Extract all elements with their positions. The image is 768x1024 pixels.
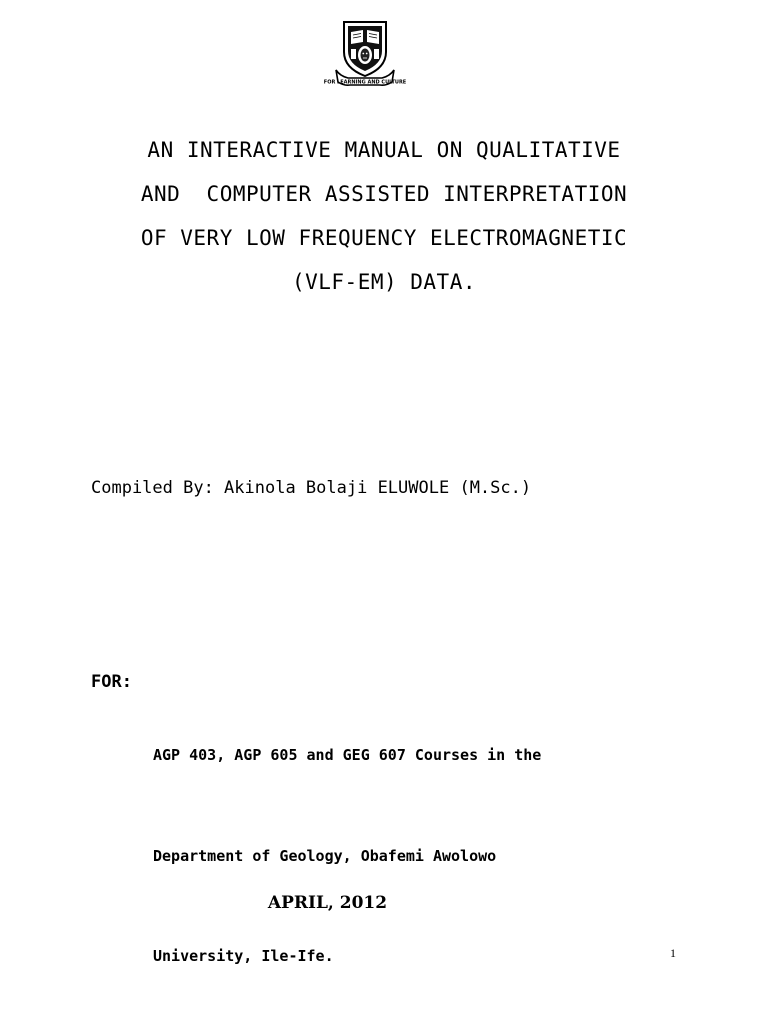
for-line-2: Department of Geology, Obafemi Awolowo	[153, 846, 497, 865]
for-line-1: AGP 403, AGP 605 and GEG 607 Courses in the	[153, 746, 542, 764]
for-courses-block	[153, 672, 541, 1008]
for-line-3: University, Ile-Ife.	[153, 947, 334, 965]
document-title	[0, 128, 768, 304]
title-line-4: (VLF-EM) DATA.	[291, 270, 476, 294]
university-crest-logo	[323, 18, 407, 88]
page-number: 1	[670, 946, 676, 960]
publication-date: APRIL, 2012	[267, 893, 388, 913]
university-crest-icon	[323, 18, 407, 88]
title-line-1: AN INTERACTIVE MANUAL ON QUALITATIVE	[147, 138, 621, 162]
title-line-2: AND COMPUTER ASSISTED INTERPRETATION	[140, 182, 628, 206]
title-line-3: OF VERY LOW FREQUENCY ELECTROMAGNETIC	[140, 226, 628, 250]
svg-text:FOR LEARNING AND CULTURE: FOR LEARNING AND CULTURE	[323, 79, 407, 86]
compiled-by-line: Compiled By: Akinola Bolaji ELUWOLE (M.Sc.)	[91, 478, 532, 498]
for-label: FOR:	[91, 672, 132, 692]
